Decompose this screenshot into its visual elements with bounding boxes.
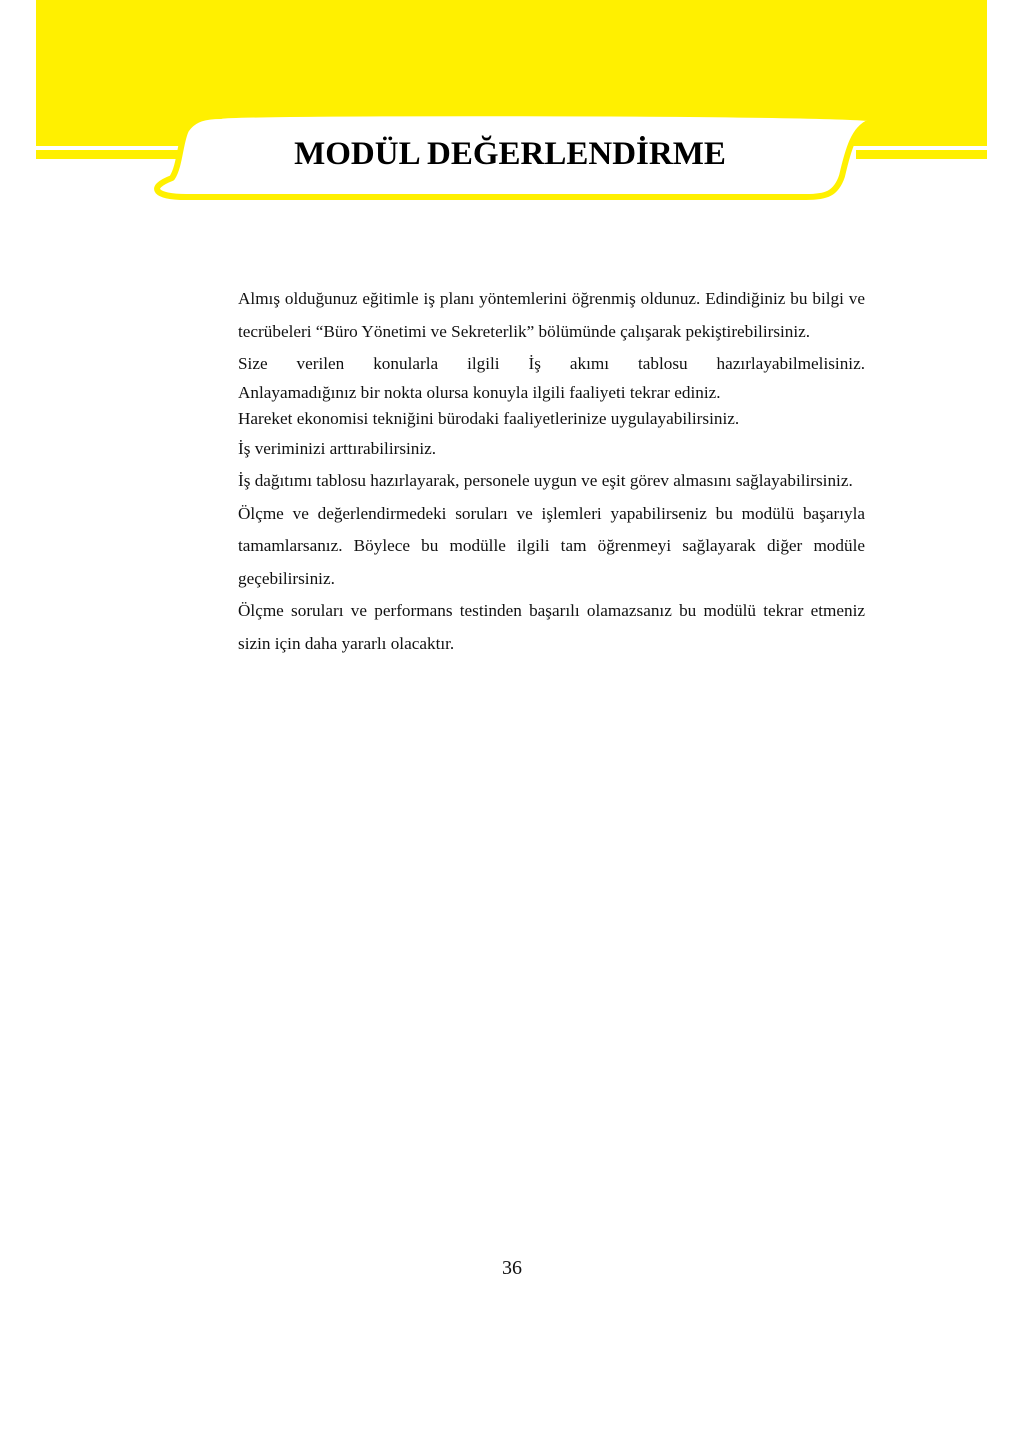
paragraph: Hareket ekonomisi tekniğini bürodaki faaliyetlerinize uygulayabilirsiniz. [238,408,740,428]
paragraph: Ölçme ve değerlendirmedeki soruları ve işlemleri yapabilirseniz bu modülü başarıyla tamamlarsanız. Böylece bu modülle ilgili tam öğrenmeyi sağlayarak diğer modüle geçebilirsiniz. [238,503,865,588]
page-title: MODÜL DEĞERLENDİRME [294,136,726,172]
body-text [238,283,865,660]
page-number: 36 [502,1257,522,1279]
paragraph: Ölçme soruları ve performans testinden başarılı olamazsanız bu modülü tekrar etmeniz sizin için daha yararlı olacaktır. [238,601,865,653]
paragraph: Almış olduğunuz eğitimle iş planı yöntemlerini öğrenmiş oldunuz. Edindiğiniz bu bilgi ve tecrübeleri “Büro Yönetimi ve Sekreterlik” bölümünde çalışarak pekiştirebilirsiniz. [238,289,865,341]
paragraph: Anlayamadığınız bir nokta olursa konuyla ilgili faaliyeti tekrar ediniz. [238,382,721,402]
paragraph: İş dağıtımı tablosu hazırlayarak, personele uygun ve eşit görev almasını sağlayabilirsiniz. [238,471,853,490]
paragraph: Size verilen konularla ilgili İş akımı tablosu hazırlayabilmelisiniz. [238,354,865,373]
paragraph: İş veriminizi arttırabilirsiniz. [238,438,437,458]
